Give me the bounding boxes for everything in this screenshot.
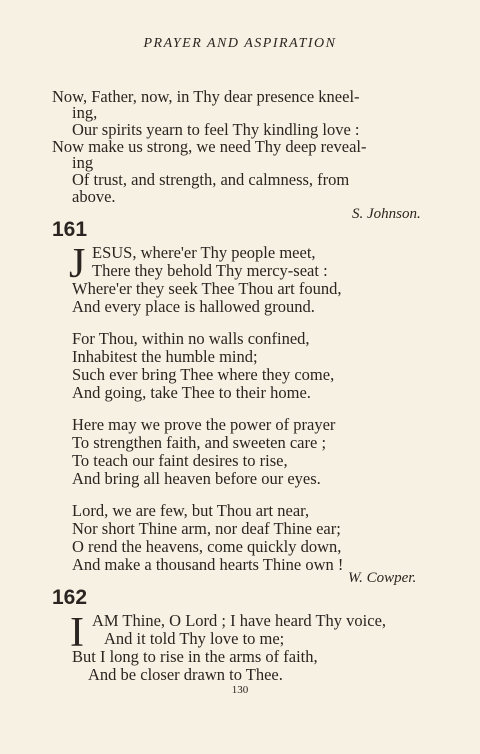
h161-s3-line-3: To teach our faint desires to rise, [72, 451, 288, 470]
h161-s1-line-1: ESUS, where'er Thy people meet, [92, 243, 316, 262]
h161-s3-line-4: And bring all heaven before our eyes. [72, 469, 321, 488]
intro-author: S. Johnson. [352, 206, 421, 222]
intro-line-4: Now make us strong, we need Thy deep reveal- [52, 137, 367, 156]
h161-s1-line-2: There they behold Thy mercy-seat : [92, 261, 328, 280]
h162-line-3: But I long to rise in the arms of faith, [72, 647, 318, 666]
intro-line-2: ing, [72, 103, 98, 122]
page-number: 130 [231, 684, 249, 696]
h161-s4-line-2: Nor short Thine arm, nor deaf Thine ear; [72, 519, 341, 538]
hymn-number-161: 161 [52, 218, 88, 241]
h161-s2-line-3: Such ever bring Thee where they come, [72, 365, 335, 384]
intro-line-5: ing [72, 153, 94, 172]
h162-line-4: And be closer drawn to Thee. [88, 665, 283, 684]
h161-s2-line-2: Inhabitest the humble mind; [72, 347, 258, 366]
h161-s3-line-2: To strengthen faith, and sweeten care ; [72, 433, 327, 452]
running-header: PRAYER AND ASPIRATION [143, 36, 337, 51]
h161-s2-line-4: And going, take Thee to their home. [72, 383, 311, 402]
hymn-number-162: 162 [52, 586, 88, 609]
intro-line-3: Our spirits yearn to feel Thy kindling love : [72, 120, 360, 139]
h161-s4-line-3: O rend the heavens, come quickly down, [72, 537, 342, 556]
intro-line-1: Now, Father, now, in Thy dear presence kneel- [52, 87, 360, 106]
h161-s1-line-4: And every place is hallowed ground. [72, 297, 315, 316]
h161-s4-line-4: And make a thousand hearts Thine own ! [72, 555, 344, 574]
h161-s4-line-1: Lord, we are few, but Thou art near, [72, 501, 310, 520]
h161-s1-line-3: Where'er they seek Thee Thou art found, [72, 279, 342, 298]
h161-author: W. Cowper. [348, 570, 417, 586]
h161-s2-line-1: For Thou, within no walls confined, [72, 329, 310, 348]
intro-line-6: Of trust, and strength, and calmness, from [72, 170, 350, 189]
dropcap-161: J [69, 241, 86, 287]
h162-line-2: And it told Thy love to me; [104, 629, 285, 648]
intro-line-7: above. [72, 187, 116, 206]
h161-s3-line-1: Here may we prove the power of prayer [72, 415, 336, 434]
dropcap-162: I [70, 610, 84, 656]
h162-line-1: AM Thine, O Lord ; I have heard Thy voice, [92, 611, 387, 630]
